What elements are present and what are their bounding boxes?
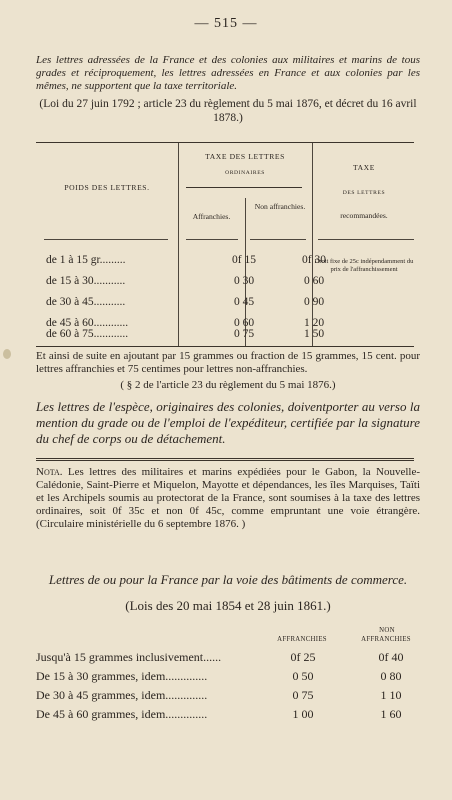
row-affranchies: 0 45 — [233, 296, 255, 308]
table-row — [36, 328, 416, 348]
italic-instruction: Les lettres de l'espèce, originaires des colonies, doiventporter au verso la mention du grade ou de l'emploi de l'expéditeur, certifiée par la signature du chef de corps ou de détachement. — [36, 399, 420, 446]
row-non-affranchies: 0f 30 — [302, 254, 326, 266]
row-non-affranchies: 0 60 — [303, 275, 325, 287]
after-table-paragraph: Et ainsi de suite en ajoutant par 15 grammes ou fraction de 15 grammes, 15 cent. pour lettres affranchies et 75 centimes pour lettres non-affranchies. — [36, 350, 420, 375]
list-row-label: Jusqu'à 15 grammes inclusivement...... — [36, 650, 222, 664]
law-reference-3: (Lois des 20 mai 1854 et 28 juin 1861.) — [125, 598, 331, 613]
list-row — [36, 688, 420, 706]
header-underline-4 — [318, 239, 414, 240]
list-row-affranchies: 0f 25 — [290, 650, 316, 664]
page-fold-mark — [3, 349, 11, 359]
row-weight: de 30 à 45........... — [46, 296, 126, 308]
row-weight: de 60 à 75............ — [46, 328, 129, 340]
header2-affranchies: AFFRANCHIES — [277, 636, 327, 643]
list-row-non-affranchies: 0 80 — [380, 669, 402, 683]
header2-non-1: NON — [379, 627, 395, 634]
row-affranchies: 0 75 — [233, 328, 255, 340]
list-row-affranchies: 0 50 — [292, 669, 314, 683]
list-row-non-affranchies: 1 10 — [380, 688, 402, 702]
nota-label: Nota. — [36, 466, 63, 478]
header-taxe: TAXE — [352, 163, 376, 172]
header-ordinaires-sub: ORDINAIRES — [225, 170, 265, 176]
nota-top-rule-2 — [36, 460, 414, 461]
row-non-affranchies: 1 20 — [303, 317, 325, 329]
row-affranchies: 0f 15 — [232, 254, 256, 266]
row-weight: de 15 à 30........... — [46, 275, 126, 287]
list-row-label: De 30 à 45 grammes, idem.............. — [36, 688, 208, 702]
list-row-non-affranchies: 1 60 — [380, 707, 402, 721]
nota-paragraph — [36, 466, 420, 531]
header2-non-2: AFFRANCHIES — [361, 636, 411, 643]
header-des-lettres: DES LETTRES — [342, 190, 386, 196]
row-affranchies: 0 60 — [233, 317, 255, 329]
recommandees-note: Droit fixe de 25c indépendamment du prix de l'affranchissement — [314, 258, 414, 273]
header-non-affranchies: Non affranchies. — [254, 202, 306, 211]
table-row — [36, 275, 416, 295]
list-row — [36, 650, 420, 668]
header-underline-3 — [250, 239, 306, 240]
header-recommandees: recommandées. — [340, 211, 388, 220]
row-weight: de 45 à 60............ — [46, 317, 129, 329]
law-reference-1: (Loi du 27 juin 1792 ; article 23 du règlement du 5 mai 1876, et décret du 16 avril 1878.) — [39, 98, 417, 124]
list-row-label: De 15 à 30 grammes, idem.............. — [36, 669, 208, 683]
header-underline-1 — [44, 239, 168, 240]
row-non-affranchies: 0 90 — [303, 296, 325, 308]
row-weight: de 1 à 15 gr......... — [46, 254, 126, 266]
row-affranchies: 0 30 — [233, 275, 255, 287]
header-affranchies: Affranchies. — [192, 212, 231, 221]
law-reference-2: ( § 2 de l'article 23 du règlement du 5 mai 1876.) — [120, 379, 336, 391]
list-row — [36, 707, 420, 725]
table-top-rule — [36, 142, 414, 143]
table-subheader-rule — [186, 187, 302, 188]
list-row-affranchies: 1 00 — [292, 707, 314, 721]
list-row-label: De 45 à 60 grammes, idem.............. — [36, 707, 208, 721]
row-non-affranchies: 1 50 — [303, 328, 325, 340]
header-taxe-ordinaires: TAXE DES LETTRES — [205, 152, 285, 161]
nota-top-rule — [36, 458, 414, 459]
page-number: — 515 — — [194, 16, 258, 31]
list-row-affranchies: 0 75 — [292, 688, 314, 702]
header-underline-2 — [186, 239, 238, 240]
list-row — [36, 669, 420, 687]
list-row-non-affranchies: 0f 40 — [378, 650, 404, 664]
section-title: Lettres de ou pour la France par la voie des bâtiments de commerce. — [48, 572, 408, 587]
header-poids: POIDS DES LETTRES. — [64, 183, 150, 192]
intro-paragraph: Les lettres adressées de la France et des colonies aux militaires et marins de tous grades et réciproquement, les lettres adressées en France et aux colonies par les mêmes, ne supportent que la taxe territoriale. — [36, 54, 420, 92]
nota-text: Les lettres des militaires et marins expédiées pour le Gabon, la Nouvelle-Calédonie, Saint-Pierre et Miquelon, Mayotte et dépendances, les îles Marquises, Taïti et les Archipels soumis au protectorat de la France, sont soumises à la taxe des lettres ordinaires, soit 0f 35c et non 0f 45c, comme empruntant une voie étrangère. (Circulaire ministérielle du 6 septembre 1876. ) — [36, 466, 420, 530]
table-row — [36, 296, 416, 316]
